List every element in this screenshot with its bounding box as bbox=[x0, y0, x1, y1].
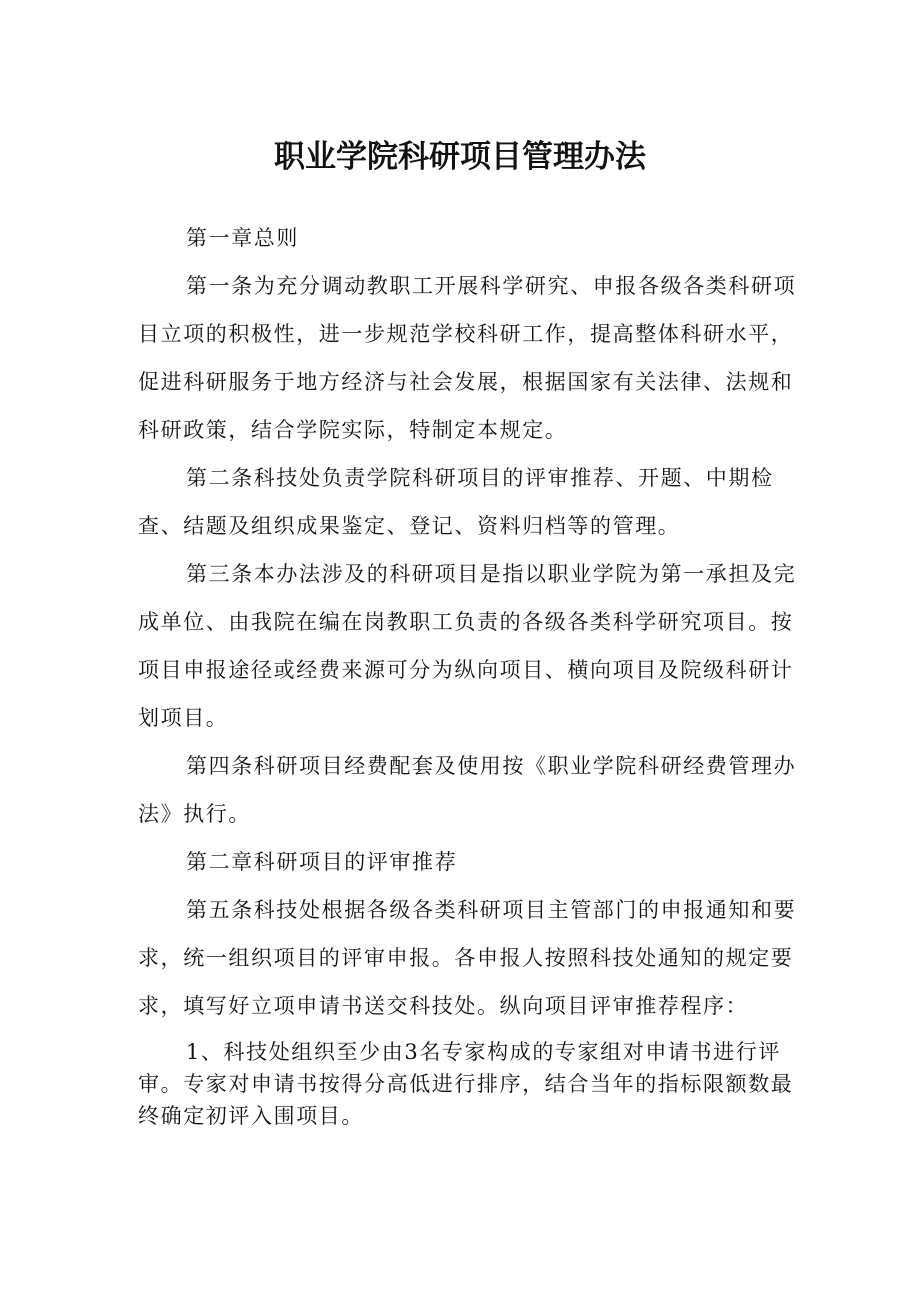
chapter-heading-2: 第二章科研项目的评审推荐 bbox=[186, 850, 458, 874]
article-5-paragraph: 第五条科技处根据各级各类科研项目主管部门的申报通知和要求，统一组织项目的评审申报。各申报人按照科技处通知的规定要求，填写好立项申请书送交科技处。纵向项目评审推荐程序： bbox=[138, 898, 797, 1018]
procedure-item-1: 1、科技处组织至少由3名专家构成的专家组对申请书进行评审。专家对申请书按得分高低进行排序，结合当年的指标限额数最终确定初评入围项目。 bbox=[138, 1040, 794, 1128]
article-1-paragraph: 第一条为充分调动教职工开展科学研究、申报各级各类科研项目立项的积极性，进一步规范学校科研工作，提高整体科研水平，促进科研服务于地方经济与社会发展，根据国家有关法律、法规和科研政策，结合学院实际，特制定本规定。 bbox=[138, 274, 797, 442]
article-2-paragraph: 第二条科技处负责学院科研项目的评审推荐、开题、中期检查、结题及组织成果鉴定、登记、资料归档等的管理。 bbox=[138, 466, 774, 538]
chapter-heading-1: 第一章总则 bbox=[186, 226, 299, 250]
article-4-paragraph: 第四条科研项目经费配套及使用按《职业学院科研经费管理办法》执行。 bbox=[138, 754, 797, 826]
article-3-paragraph: 第三条本办法涉及的科研项目是指以职业学院为第一承担及完成单位、由我院在编在岗教职工负责的各级各类科学研究项目。按项目申报途径或经费来源可分为纵向项目、横向项目及院级科研计划项目。 bbox=[138, 562, 797, 730]
document-title: 职业学院科研项目管理办法 bbox=[274, 139, 646, 175]
